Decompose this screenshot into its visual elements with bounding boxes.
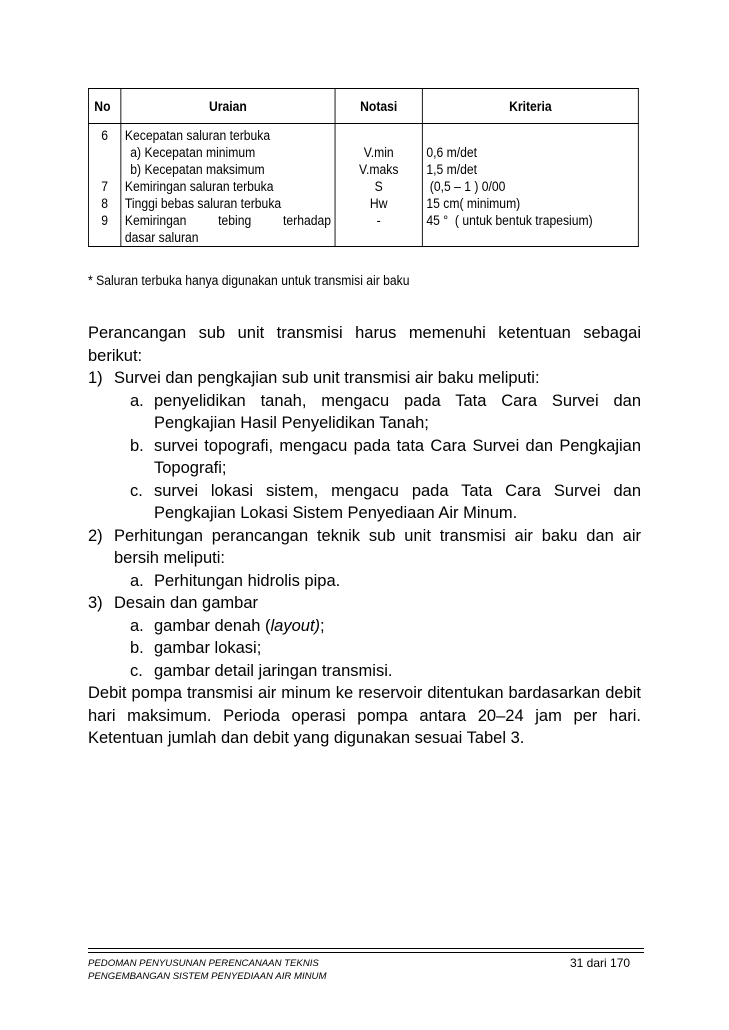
table-row bbox=[88, 195, 638, 212]
footer-rule bbox=[88, 948, 644, 949]
list-text: gambar detail jaringan transmisi. bbox=[154, 661, 393, 680]
row-number: 7 bbox=[88, 178, 120, 195]
list-text: Perhitungan perancangan teknik sub unit transmisi air baku dan air bersih meliputi: bbox=[114, 526, 641, 567]
list-marker: a. bbox=[130, 571, 144, 590]
list-marker: a. bbox=[130, 616, 144, 635]
list-item bbox=[88, 570, 641, 593]
header-notasi: Notasi bbox=[335, 89, 422, 124]
body-text bbox=[88, 322, 641, 750]
header-kriteria: Kriteria bbox=[422, 89, 638, 124]
list-item bbox=[88, 637, 641, 660]
row-number: 6 bbox=[88, 124, 120, 179]
list-item bbox=[88, 592, 641, 615]
list-item bbox=[88, 525, 641, 570]
row-notasi: S bbox=[335, 178, 422, 195]
list-item bbox=[88, 435, 641, 480]
table-footnote: * Saluran terbuka hanya digunakan untuk transmisi air baku bbox=[88, 273, 410, 288]
list-marker: b. bbox=[130, 639, 144, 657]
table-row bbox=[88, 178, 638, 195]
list-item bbox=[88, 390, 641, 435]
list-marker: 2) bbox=[88, 526, 103, 545]
list-text: Survei dan pengkajian sub unit transmisi air baku meliputi: bbox=[114, 369, 540, 387]
list-text: gambar lokasi; bbox=[154, 639, 262, 657]
footer-title-line: PENGEMBANGAN SISTEM PENYEDIAAN AIR MINUM bbox=[88, 971, 327, 982]
row-uraian: Tinggi bebas saluran terbuka bbox=[121, 195, 335, 212]
list-marker: c. bbox=[130, 661, 143, 680]
closing-paragraph: Debit pompa transmisi air minum ke reservoir ditentukan bardasarkan debit hari maksimum. Perioda operasi pompa antara 20–24 jam per hari. Ketentuan jumlah dan debit yang digunakan sesuai Tabel 3. bbox=[88, 684, 641, 747]
row-notasi: Hw bbox=[335, 195, 422, 212]
list-marker: b. bbox=[130, 436, 144, 455]
list-text: gambar denah (layout); bbox=[154, 616, 325, 635]
row-kriteria: 0,6 m/det 1,5 m/det bbox=[422, 124, 638, 179]
row-kriteria: (0,5 – 1 ) 0/00 bbox=[422, 178, 638, 195]
criteria-table bbox=[88, 88, 639, 247]
footer-rule bbox=[88, 952, 644, 953]
table-header-row bbox=[88, 89, 638, 124]
page-number: 31 dari 170 bbox=[570, 956, 631, 970]
row-number: 8 bbox=[88, 195, 120, 212]
footer-title bbox=[88, 957, 326, 983]
list-text: survei lokasi sistem, mengacu pada Tata Cara Survei dan Pengkajian Lokasi Sistem Penyediaan Air Minum. bbox=[154, 481, 641, 522]
list-marker: 3) bbox=[88, 594, 103, 612]
row-notasi: V.min V.maks bbox=[335, 124, 422, 179]
row-uraian: Kemiringan saluran terbuka bbox=[121, 178, 335, 195]
intro-paragraph: Perancangan sub unit transmisi harus memenuhi ketentuan sebagai berikut: bbox=[88, 324, 641, 365]
row-number: 9 bbox=[88, 212, 120, 247]
list-item bbox=[88, 367, 641, 390]
table-row bbox=[88, 124, 638, 179]
list-text: Desain dan gambar bbox=[114, 594, 259, 612]
list-item bbox=[88, 660, 641, 683]
list-text: survei topografi, mengacu pada tata Cara Survei dan Pengkajian Topografi; bbox=[154, 436, 641, 477]
header-uraian: Uraian bbox=[121, 89, 335, 124]
row-kriteria: 15 cm( minimum) bbox=[422, 195, 638, 212]
list-item bbox=[88, 615, 641, 638]
list-text: Perhitungan hidrolis pipa. bbox=[154, 571, 341, 590]
list-marker: 1) bbox=[88, 369, 103, 387]
list-item bbox=[88, 480, 641, 525]
row-uraian: Kecepatan saluran terbuka a) Kecepatan minimum b) Kecepatan maksimum bbox=[121, 124, 335, 179]
list-marker: a. bbox=[130, 391, 144, 410]
list-marker: c. bbox=[130, 481, 143, 500]
row-kriteria: 45 ° ( untuk bentuk trapesium) bbox=[422, 212, 638, 247]
row-uraian: Kemiringan tebing terhadap dasar saluran bbox=[121, 212, 335, 247]
row-notasi: - bbox=[335, 212, 422, 247]
table-row bbox=[88, 212, 638, 247]
header-no: No bbox=[88, 89, 120, 124]
footer-title-line: PEDOMAN PENYUSUNAN PERENCANAAN TEKNIS bbox=[88, 958, 319, 969]
list-text: penyelidikan tanah, mengacu pada Tata Cara Survei dan Pengkajian Hasil Penyelidikan Tanah; bbox=[154, 391, 641, 432]
